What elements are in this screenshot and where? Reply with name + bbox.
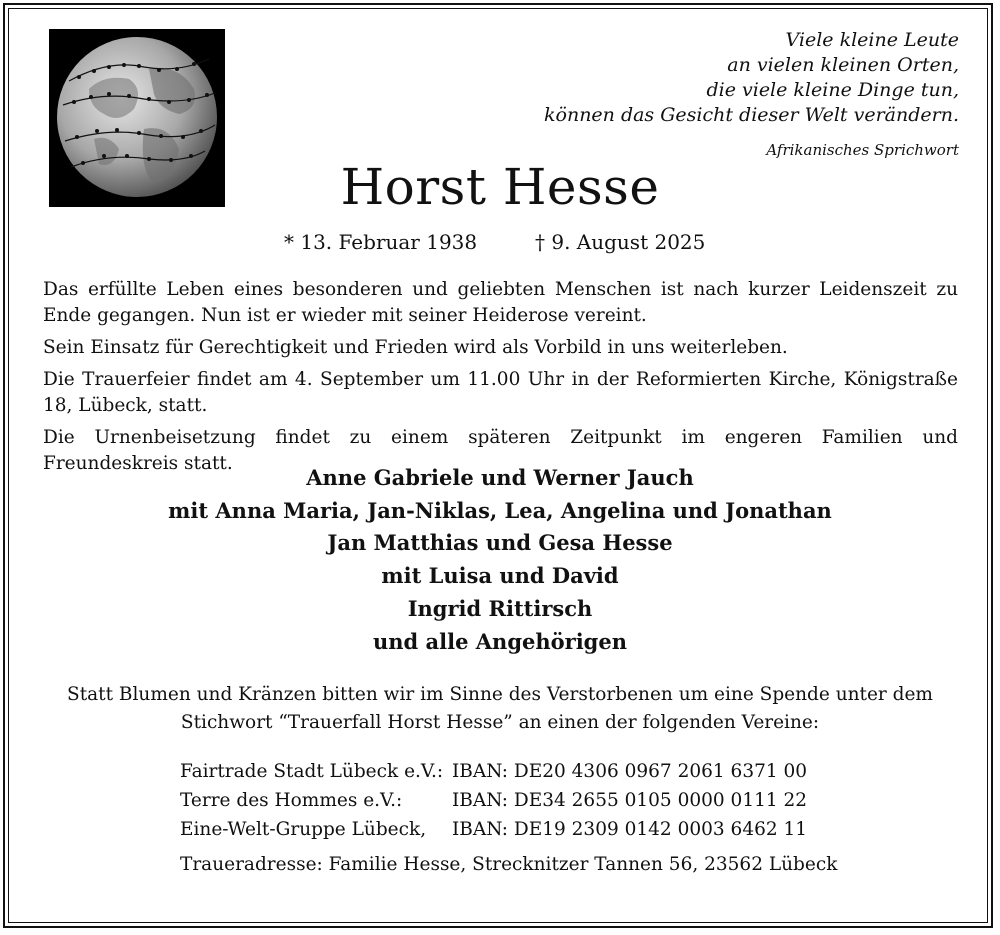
mourner-line: Ingrid Rittirsch [407,595,593,621]
appeal-line: Statt Blumen und Kränzen bitten wir im Sinne des Verstorbenen um eine Spende unter dem [67,684,933,705]
obituary-paragraph: Sein Einsatz für Gerechtigkeit und Frieden wird als Vorbild in uns weiterleben. [43,337,788,358]
quote-line: an vielen kleinen Orten, [727,54,959,76]
appeal-line: Stichwort “Trauerfall Horst Hesse” an einen der folgenden Vereine: [180,712,820,733]
death-date: † 9. August 2025 [535,230,706,254]
obituary-paragraph: Die Trauerfeier findet am 4. September um 11.00 Uhr in der Reformierten Kirche, Königstraße 18, Lübeck, statt. [43,369,958,416]
account-row [180,757,807,786]
quote-source: Afrikanisches Sprichwort [766,141,959,159]
account-row [180,786,807,815]
account-name: Eine-Welt-Gruppe Lübeck, [180,819,427,840]
account-iban: IBAN: DE20 4306 0967 2061 6371 00 [452,761,808,782]
obituary-paragraph: Das erfüllte Leben eines besonderen und geliebten Menschen ist nach kurzer Leidenszeit zu Ende gegangen. Nun ist er wieder mit seiner Heiderose vereint. [43,279,958,326]
mourner-line: Jan Matthias und Gesa Hesse [327,530,673,556]
mourning-address: Traueradresse: Familie Hesse, Strecknitzer Tannen 56, 23562 Lübeck [180,854,838,875]
mourner-line: mit Luisa und David [381,563,619,589]
account-iban: IBAN: DE19 2309 0142 0003 6462 11 [452,819,808,840]
account-name: Terre des Hommes e.V.: [180,790,403,811]
mourner-line: Anne Gabriele und Werner Jauch [306,465,694,490]
donation-accounts [180,757,807,844]
mourners-list [0,462,1000,658]
birth-date: * 13. Februar 1938 [284,230,478,254]
mourner-line: und alle Angehörigen [373,628,627,654]
quote-line: die viele kleine Dinge tun, [706,79,959,101]
account-name: Fairtrade Stadt Lübeck e.V.: [180,761,444,782]
account-iban: IBAN: DE34 2655 0105 0000 0111 22 [452,790,808,811]
quote-line: Viele kleine Leute [785,29,959,51]
quote-block [544,28,959,128]
obituary-paragraph: Die Urnenbeisetzung findet zu einem späteren Zeitpunkt im engeren Familien und Freundeskreis statt. [43,427,958,474]
deceased-name: Horst Hesse [340,158,660,216]
quote-line: können das Gesicht dieser Welt verändern. [544,104,959,126]
donation-appeal [0,681,1000,737]
account-row [180,815,807,844]
mourner-line: mit Anna Maria, Jan-Niklas, Lea, Angelina und Jonathan [168,497,832,523]
obituary-text [43,277,958,483]
